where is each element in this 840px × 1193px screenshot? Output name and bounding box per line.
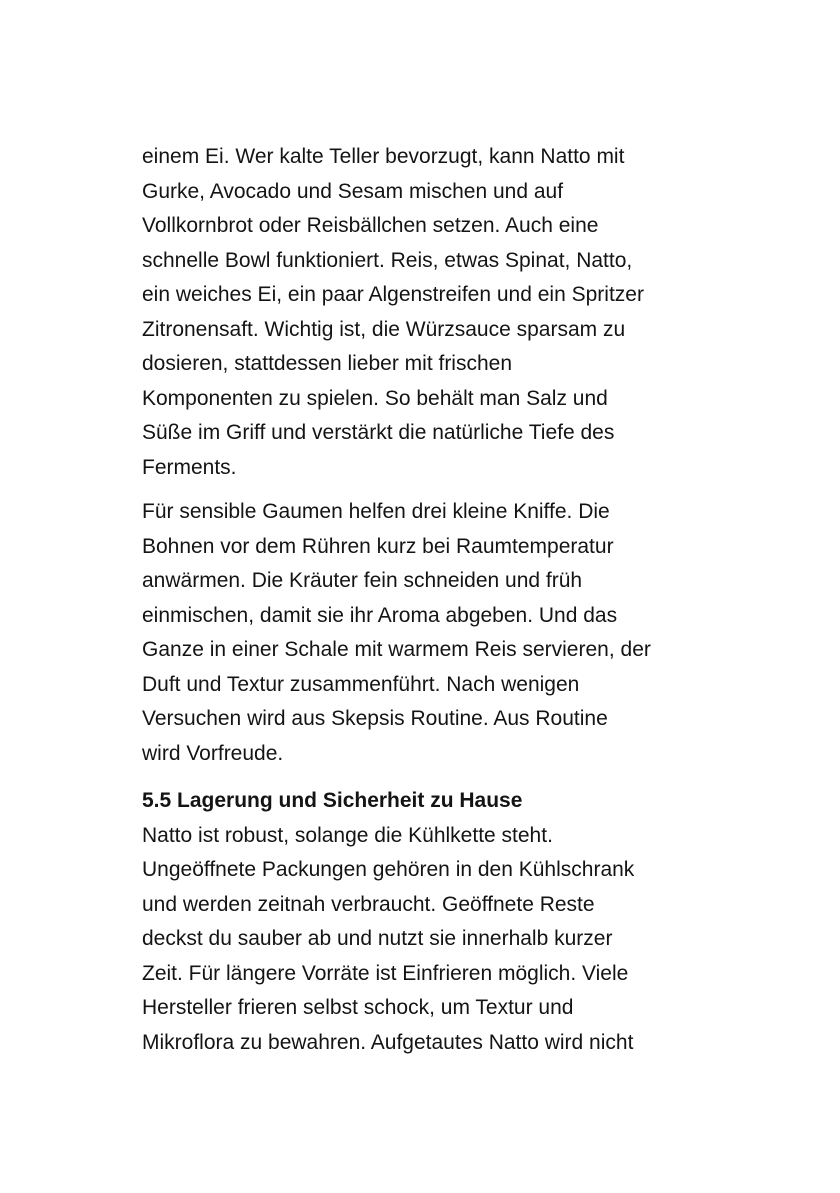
text-line: Komponenten zu spielen. So behält man Salz und [142, 386, 608, 410]
text-line: Ganze in einer Schale mit warmem Reis servieren, der [142, 638, 651, 661]
text-line: anwärmen. Die Kräuter fein schneiden und früh [142, 569, 583, 592]
paragraph-sensitive-palates [142, 495, 717, 771]
text-line: Ferments. [142, 455, 237, 479]
text-line: wird Vorfreude. [142, 741, 284, 765]
text-line: schnelle Bowl funktioniert. Reis, etwas Spinat, Natto, [142, 248, 633, 272]
text-line: einmischen, damit sie ihr Aroma abgeben. Und das [142, 603, 618, 627]
text-line: deckst du sauber ab und nutzt sie innerhalb kurzer [142, 927, 613, 950]
text-line: ein weiches Ei, ein paar Algenstreifen und ein Spritzer [142, 283, 644, 306]
text-line: und werden zeitnah verbraucht. Geöffnete Reste [142, 892, 595, 916]
paragraph-serving-ideas [142, 140, 717, 485]
text-line: einem Ei. Wer kalte Teller bevorzugt, kann Natto mit [142, 145, 625, 168]
text-line: Süße im Griff und verstärkt die natürliche Tiefe des [142, 421, 615, 444]
text-line: Hersteller frieren selbst schock, um Textur und [142, 996, 574, 1019]
text-line: Duft und Textur zusammenführt. Nach wenigen [142, 672, 580, 696]
text-line: Gurke, Avocado und Sesam mischen und auf [142, 179, 564, 203]
text-line: Vollkornbrot oder Reisbällchen setzen. Auch eine [142, 214, 599, 237]
text-line: Versuchen wird aus Skepsis Routine. Aus Routine [142, 707, 608, 730]
text-line: Für sensible Gaumen helfen drei kleine Kniffe. Die [142, 500, 610, 523]
section-storage [142, 784, 717, 1060]
section-heading: 5.5 Lagerung und Sicherheit zu Hause [142, 789, 523, 812]
text-line: Bohnen vor dem Rühren kurz bei Raumtemperatur [142, 534, 614, 558]
text-line: Zitronensaft. Wichtig ist, die Würzsauce sparsam zu [142, 317, 626, 341]
text-line: Zeit. Für längere Vorräte ist Einfrieren möglich. Viele [142, 961, 629, 985]
text-line: dosieren, stattdessen lieber mit frischen [142, 352, 513, 375]
text-line: Ungeöffnete Packungen gehören in den Kühlschrank [142, 858, 635, 881]
text-line: Mikroflora zu bewahren. Aufgetautes Natto wird nicht [142, 1030, 634, 1054]
text-line: Natto ist robust, solange die Kühlkette steht. [142, 823, 553, 847]
